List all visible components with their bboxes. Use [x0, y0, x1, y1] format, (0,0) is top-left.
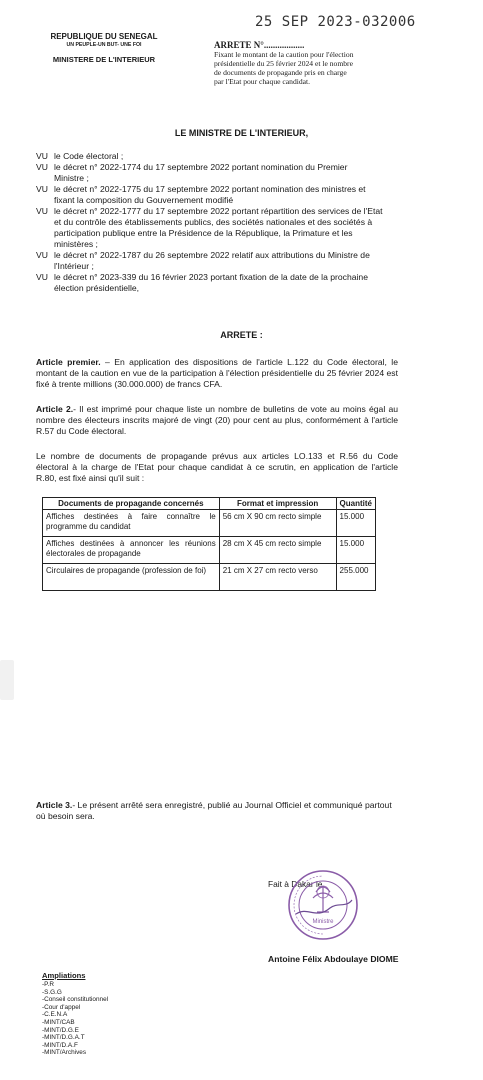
- signature-place: Fait à Dakar le: [268, 879, 323, 889]
- national-motto: UN PEUPLE-UN BUT- UNE FOI: [66, 42, 142, 48]
- table-header-format: Format et impression: [219, 498, 336, 510]
- svg-text:Ministre: Ministre: [312, 919, 334, 925]
- propaganda-paragraph: Le nombre de documents de propagande prévus aux articles LO.133 et R.56 du Code électoral à la charge de l'Etat pour chaque candidat à ce scrutin, en application de l'article R.80, est fixé ainsi qu'il suit :: [36, 451, 398, 483]
- vu-item: VU le décret n° 2022-1777 du 17 septembre 2022 portant répartition des services de l'Etat: [36, 206, 383, 216]
- list-item: -C.E.N.A: [42, 1011, 68, 1019]
- article-2-text: - Il est imprimé pour chaque liste un nombre de bulletins de vote au moins égal au nombre des électeurs inscrits majoré de vingt (20) pour cent au plus, conformément à l'article R.57 du Code électoral.: [36, 404, 399, 436]
- article-2: [36, 404, 398, 437]
- official-stamp-icon: [286, 868, 360, 942]
- list-item: -MINT/D.A.F: [42, 1041, 78, 1049]
- list-item: -MINT/CAB: [42, 1018, 75, 1026]
- ampliations-list: [42, 981, 108, 1057]
- arrete-object: Fixant le montant de la caution pour l'élection présidentielle du 25 février 2024 et le nombre de documents de propagande pris en charge par l'Etat pour chaque candidat.: [214, 50, 354, 86]
- table-row: Affiches destinées à faire connaître le programme du candidat 56 cm X 90 cm recto simple 15.000: [43, 510, 376, 537]
- ampliations-title: Ampliations: [42, 971, 86, 980]
- article-3-text: - Le présent arrêté sera enregistré, publié au Journal Officiel et communiqué partout où besoin sera.: [36, 800, 392, 821]
- article-3-label: Article 3.: [36, 800, 73, 810]
- list-item: -S.G.G: [42, 988, 62, 996]
- list-item: -MINT/D.G.E: [42, 1026, 79, 1034]
- table-header-quantity: Quantité: [336, 498, 375, 510]
- list-item: -Cour d'appel: [42, 1003, 81, 1011]
- vu-item: VU le Code électoral ;: [36, 151, 124, 161]
- article-1-text: – En application des dispositions de l'article L.122 du Code électoral, le montant de la caution en vue de la participation à l'élection présidentielle du 25 février 2024 est fixé à trente millions (30.000.000) de francs CFA.: [36, 357, 398, 389]
- vu-list: VU le Code électoral ; VU le décret n° 2022-1774 du 17 septembre 2022 portant nomination du Premier Ministre ; VU le décret n° 2022-1775 du 17 septembre 2022 portant nomination des ministres et fixant la composition du Gouvernement modifié VU le décret n° 2022-1777 du 17 septembre 2022 portant répartition des services de l'Etat et du contrôle des établissements publics, des sociétés nationales et des sociétés à participation publique entre la Présidence de la République, la Primature et les ministères ; VU le décret n° 2022-1787 du 26 septembre 2022 relatif aux attributions du Ministre de l'Intérieur ; VU le décret n° 2023-339 du 16 février 2023 portant fixation de la date de la prochaine élection présidentielle,: [36, 151, 386, 294]
- arrete-heading: ARRETE :: [220, 330, 263, 340]
- table-row: Affiches destinées à annoncer les réunions électorales de propagande 28 cm X 45 cm recto simple 15.000: [43, 537, 376, 564]
- article-1-label: Article premier.: [36, 357, 101, 367]
- list-item: -Conseil constitutionnel: [42, 996, 109, 1004]
- article-2-label: Article 2.: [36, 404, 74, 414]
- table-header-documents: Documents de propagande concernés: [43, 498, 220, 510]
- table-row: Circulaires de propagande (profession de foi) 21 cm X 27 cm recto verso 255.000: [43, 564, 376, 591]
- minister-title: LE MINISTRE DE L'INTERIEUR,: [174, 128, 309, 138]
- ministry-name: MINISTERE DE L'INTERIEUR: [52, 55, 156, 64]
- vu-item: VU le décret n° 2022-1775 du 17 septembre 2022 portant nomination des ministres et: [36, 184, 366, 194]
- list-item: -MINT/D.G.A.T: [42, 1034, 85, 1042]
- signatory-name: Antoine Félix Abdoulaye DIOME: [268, 954, 399, 964]
- list-item: -P.R: [42, 981, 54, 988]
- article-3: [36, 800, 398, 822]
- article-1: [36, 357, 398, 390]
- arrete-number: ARRETE N°..................: [214, 40, 305, 50]
- republic-name: REPUBLIQUE DU SENEGAL: [50, 32, 158, 41]
- list-item: -MINT/Archives: [42, 1049, 87, 1057]
- vu-item: VU le décret n° 2023-339 du 16 février 2023 portant fixation de la date de la prochaine: [36, 272, 368, 282]
- vu-item: VU le décret n° 2022-1787 du 26 septembre 2022 relatif aux attributions du Ministre de: [36, 250, 370, 260]
- propaganda-table: [42, 497, 376, 591]
- vu-item: VU le décret n° 2022-1774 du 17 septembre 2022 portant nomination du Premier: [36, 162, 348, 172]
- page-scan-mark: [0, 660, 14, 700]
- registration-stamp-date: 25 SEP 2023-032006: [255, 14, 416, 30]
